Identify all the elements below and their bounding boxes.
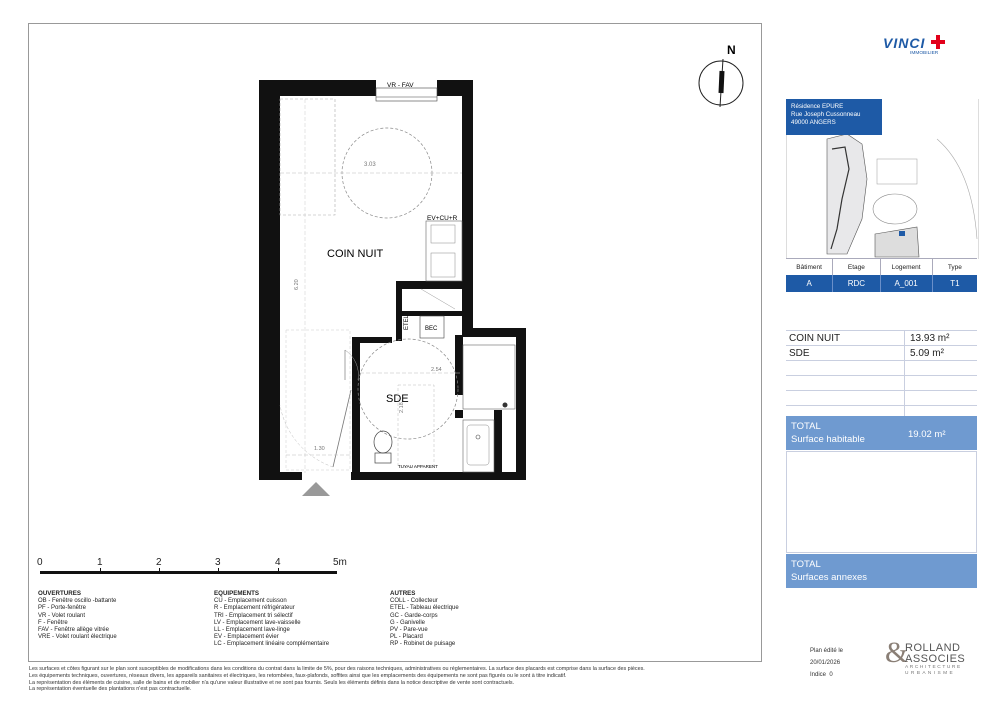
residence-street: Rue Joseph Cussonneau [791,111,861,118]
window-label: VR - FAV [387,82,414,89]
scale-tick-2: 2 [156,557,162,568]
vinci-cross-icon [931,35,945,49]
value-type: T1 [950,279,960,288]
surface-row [786,376,977,391]
legend-item: F - Fenêtre [38,619,68,626]
compass-icon [697,41,749,109]
legend-ouvertures [38,590,117,641]
header-type: Type [947,263,962,271]
legend-item: G - Ganivelle [390,619,426,626]
header-batiment: Bâtiment [786,259,833,275]
annex-label: TOTAL [791,559,821,570]
scale-tick-4: 4 [275,557,281,568]
tuyau-label: TUYAU APPARENT [398,464,438,469]
vinci-sub: IMMOBILIER [910,51,939,56]
legend-item: GC - Garde-corps [390,612,438,619]
surface-name: COIN NUIT [786,331,905,345]
legend-item: LL - Emplacement lave-linge [214,627,290,634]
room-sde: SDE [386,393,409,405]
legend-item: EV - Emplacement évier [214,634,279,641]
bec-label: BEC [425,326,438,332]
residence-city: 49000 ANGERS [791,119,836,126]
surface-row [786,361,977,376]
total-habitable [786,416,977,450]
architect-line1: ROLLAND [905,642,961,654]
scale-tick-1: 1 [97,557,103,568]
dim-1: 3.03 [364,162,376,168]
dim-3: 2.54 [431,367,442,373]
surface-value: 5.09 m² [910,347,944,359]
architect-line3: ARCHITECTURE [905,665,962,670]
legend-equipements [214,590,329,649]
indice-label: Indice [810,672,827,678]
legend-item: TRI - Emplacement tri sélectif [214,612,293,619]
dim-2: 6.20 [294,279,300,290]
disclaimer-line: Les équipements techniques, ouvertures, réseaux divers, les appareils sanitaires et électriques, les retombées, faux-plafonds, soffites ainsi que les emplacements des équipements ne sont pas figurés ou le sont à titre indicatif. [29,672,567,679]
legend-item: CU - Emplacement cuisson [214,598,287,605]
dim-4: 2.18 [399,402,405,413]
legend-item: RP - Robinet de puisage [390,641,456,648]
residence-name: Résidence EPURE [791,103,844,110]
legend-item: OB - Fenêtre oscillo -battante [38,598,117,605]
total-label: TOTAL [791,421,821,432]
architect-line4: URBANISME [905,671,956,676]
edition-label: Plan édité le [810,648,844,654]
legend-item: VR - Volet roulant [38,612,86,619]
scale-tick-3: 3 [215,557,221,568]
edition-date: 20/01/2026 [810,660,841,666]
disclaimer-line: La représentation éventuelle des plantations n'est pas contractuelle. [29,686,192,693]
scale-bar [37,557,357,577]
surface-value: 13.93 m² [910,332,950,344]
total-annexes [786,554,977,588]
entry-arrow-icon [302,482,330,496]
legend-item: PF - Porte-fenêtre [38,605,87,612]
surface-row [786,346,977,361]
scale-tick-0: 0 [37,557,43,568]
total-spacer [786,451,977,553]
scale-tick-5: 5m [333,557,347,568]
header-etage: Etage [833,259,880,275]
legend-item: LC - Emplacement linéaire complémentaire [214,641,330,648]
lot-values [786,275,977,292]
legend-item: VRE - Volet roulant électrique [38,634,117,641]
legend-ouvertures-title: OUVERTURES [38,590,81,597]
legend-item: ETEL - Tableau électrique [390,605,459,612]
compass-label: N [727,43,736,57]
total-sub: Surface habitable [791,434,865,445]
vinci-wordmark: VINCI [883,35,926,51]
legend-equipements-title: EQUIPEMENTS [214,590,260,597]
legend-item: COLL - Collecteur [390,598,438,605]
legend-item: PV - Pare-vue [390,627,428,634]
total-value: 19.02 m² [908,429,946,440]
surface-row [786,330,977,346]
legend-item: LV - Emplacement lave-vaisselle [214,619,301,626]
room-coin-nuit: COIN NUIT [327,248,384,260]
disclaimer-line: La représentation des éléments de cuisine, salle de bains et de mobilier n'a qu'une valeur illustrative et ne sont pas fournis. Seuls les éléments définis dans la notice descriptive de vente sont contractuels. [29,679,515,686]
header-logement: Logement [881,259,933,275]
value-etage: RDC [833,275,880,292]
lot-headers [786,258,977,276]
surface-name: SDE [786,346,905,360]
legend-item: R - Emplacement réfrigérateur [214,605,295,612]
legend-autres-title: AUTRES [390,590,416,597]
edition-info [810,645,843,681]
kitchen-label: EV+CU+R [427,215,458,222]
surfaces-table [786,330,977,421]
value-logement: A_001 [881,275,933,292]
legend-item: FAV - Fenêtre allège vitrée [38,627,109,634]
floor-plan [250,75,535,500]
surface-row [786,391,977,406]
indice-value: 0 [829,672,833,678]
vinci-logo [883,35,945,56]
disclaimer [29,666,769,693]
architect-ampersand: & [885,636,909,669]
legend-item: PL - Placard [390,634,423,641]
architect-line2: ASSOCIES [905,653,966,665]
disclaimer-line: Les surfaces et côtes figurant sur le plan sont susceptibles de modifications dans les conditions du contrat dans la limite de 5%, pour des raisons techniques, administratives ou réglementaires. La surface des placards est comprise dans la surface des pièces. [29,666,645,672]
residence-address [786,99,881,135]
etel-label: ETEL [404,314,410,330]
value-batiment: A [786,275,833,292]
dim-5: 1.30 [314,446,325,452]
architect-logo [885,636,970,680]
legend-autres [390,590,459,649]
annex-sub: Surfaces annexes [791,572,868,583]
